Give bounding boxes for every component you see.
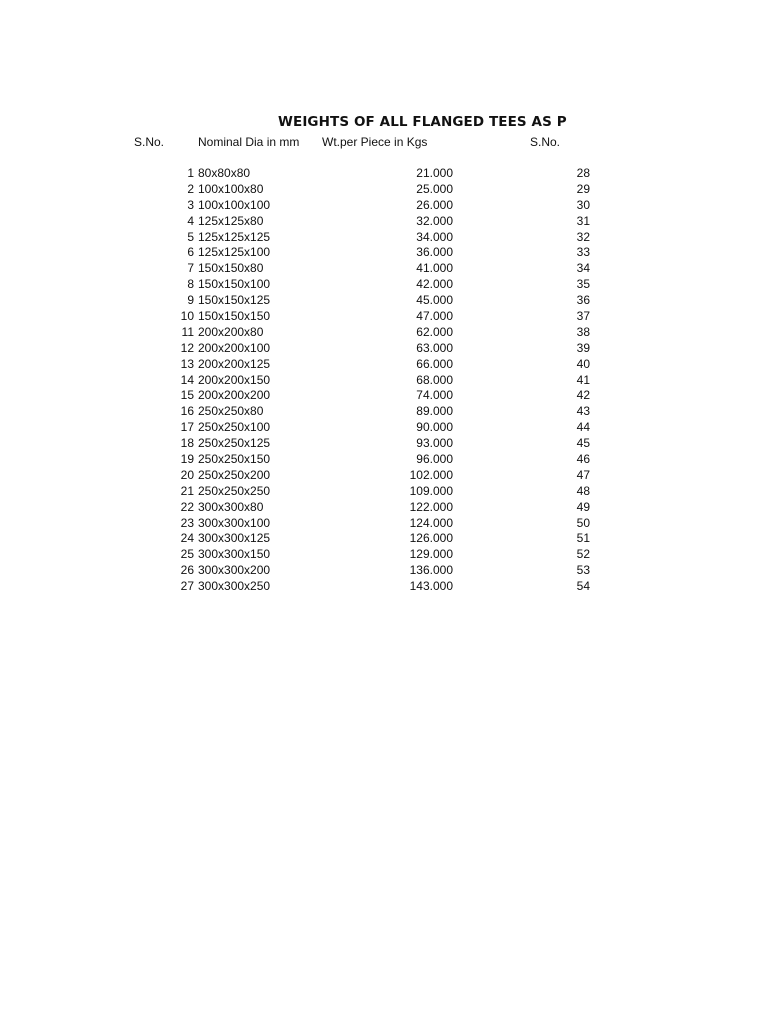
cell-weight: 42.000	[416, 277, 453, 292]
cell-sno-second: 54	[576, 579, 590, 594]
cell-nominal-dia: 200x200x200	[198, 388, 271, 403]
cell-sno-second: 52	[576, 547, 590, 562]
cell-nominal-dia: 250x250x80	[198, 404, 264, 419]
cell-sno-second: 48	[576, 483, 590, 498]
cell-sno: 3	[187, 197, 194, 212]
cell-weight: 143.000	[409, 579, 453, 594]
cell-weight: 93.000	[416, 436, 453, 451]
table-row	[0, 197, 768, 213]
cell-sno-second: 41	[576, 372, 590, 387]
cell-sno: 10	[180, 309, 194, 324]
cell-sno: 5	[187, 229, 194, 244]
cell-sno-second: 38	[576, 324, 590, 339]
cell-sno-second: 51	[576, 531, 590, 546]
table-row	[0, 403, 768, 419]
cell-sno: 25	[180, 547, 194, 562]
cell-sno-second: 34	[576, 261, 590, 276]
table-row	[0, 499, 768, 515]
cell-sno: 18	[180, 436, 194, 451]
cell-sno: 24	[180, 531, 194, 546]
table-row	[0, 530, 768, 546]
cell-weight: 90.000	[416, 420, 453, 435]
cell-nominal-dia: 80x80x80	[198, 166, 251, 180]
cell-sno: 27	[180, 579, 194, 594]
cell-sno-second: 28	[576, 166, 590, 180]
cell-nominal-dia: 300x300x200	[198, 563, 271, 578]
cell-weight: 25.000	[416, 181, 453, 196]
cell-nominal-dia: 200x200x150	[198, 372, 271, 387]
cell-weight: 66.000	[416, 356, 453, 371]
cell-sno: 6	[187, 245, 194, 260]
header-sno-second: S.No.	[530, 135, 561, 149]
table-row	[0, 435, 768, 451]
cell-weight: 126.000	[409, 531, 453, 546]
cell-weight: 47.000	[416, 309, 453, 324]
cell-sno: 23	[180, 515, 194, 530]
table-row	[0, 483, 768, 499]
cell-sno: 8	[187, 277, 194, 292]
table-row	[0, 229, 768, 245]
cell-sno-second: 31	[576, 213, 590, 228]
cell-sno-second: 35	[576, 277, 590, 292]
cell-nominal-dia: 200x200x125	[198, 356, 271, 371]
cell-sno-second: 50	[576, 515, 590, 530]
cell-nominal-dia: 300x300x125	[198, 531, 271, 546]
table-row	[0, 308, 768, 324]
cell-sno-second: 37	[576, 309, 590, 324]
table-row	[0, 181, 768, 197]
table-row	[0, 419, 768, 435]
header-nominal-dia: Nominal Dia in mm	[198, 135, 300, 149]
cell-sno-second: 47	[576, 467, 590, 482]
cell-nominal-dia: 300x300x150	[198, 547, 271, 562]
cell-weight: 124.000	[409, 515, 453, 530]
table-row	[0, 356, 768, 372]
cell-weight: 89.000	[416, 404, 453, 419]
cell-weight: 136.000	[409, 563, 453, 578]
cell-sno-second: 33	[576, 245, 590, 260]
table-row	[0, 260, 768, 276]
cell-sno: 7	[187, 261, 194, 276]
header-weight: Wt.per Piece in Kgs	[322, 135, 428, 149]
cell-weight: 109.000	[409, 483, 453, 498]
cell-nominal-dia: 200x200x80	[198, 324, 264, 339]
cell-weight: 96.000	[416, 452, 453, 467]
cell-weight: 63.000	[416, 340, 453, 355]
cell-sno-second: 53	[576, 563, 590, 578]
cell-weight: 21.000	[416, 166, 453, 180]
table-row	[0, 213, 768, 229]
cell-weight: 102.000	[409, 467, 453, 482]
title-container	[278, 112, 591, 132]
table-row	[0, 546, 768, 562]
cell-nominal-dia: 250x250x200	[198, 467, 271, 482]
cell-sno: 13	[180, 356, 194, 371]
table-row	[0, 372, 768, 388]
cell-sno: 2	[187, 181, 194, 196]
table-row	[0, 467, 768, 483]
table-row	[0, 324, 768, 340]
cell-sno: 22	[180, 499, 194, 514]
table-body	[0, 165, 768, 594]
cell-sno: 12	[180, 340, 194, 355]
cell-nominal-dia: 100x100x80	[198, 181, 264, 196]
cell-weight: 62.000	[416, 324, 453, 339]
cell-weight: 122.000	[409, 499, 453, 514]
cell-sno: 16	[180, 404, 194, 419]
cell-sno: 26	[180, 563, 194, 578]
cell-sno-second: 43	[576, 404, 590, 419]
cell-sno: 14	[180, 372, 194, 387]
cell-nominal-dia: 150x150x100	[198, 277, 271, 292]
cell-sno: 15	[180, 388, 194, 403]
table-row	[0, 292, 768, 308]
cell-sno-second: 36	[576, 293, 590, 308]
cell-weight: 45.000	[416, 293, 453, 308]
table-row	[0, 244, 768, 260]
table-row	[0, 515, 768, 531]
cell-nominal-dia: 150x150x80	[198, 261, 264, 276]
cell-weight: 32.000	[416, 213, 453, 228]
cell-nominal-dia: 125x125x80	[198, 213, 264, 228]
cell-weight: 74.000	[416, 388, 453, 403]
cell-weight: 41.000	[416, 261, 453, 276]
cell-sno-second: 32	[576, 229, 590, 244]
cell-weight: 129.000	[409, 547, 453, 562]
cell-nominal-dia: 250x250x100	[198, 420, 271, 435]
table-row	[0, 340, 768, 356]
table-row	[0, 387, 768, 403]
cell-sno-second: 40	[576, 356, 590, 371]
cell-nominal-dia: 250x250x250	[198, 483, 271, 498]
cell-sno: 1	[187, 166, 194, 180]
cell-nominal-dia: 125x125x100	[198, 245, 271, 260]
cell-sno-second: 44	[576, 420, 590, 435]
cell-weight: 26.000	[416, 197, 453, 212]
cell-nominal-dia: 300x300x250	[198, 579, 271, 594]
cell-sno-second: 49	[576, 499, 590, 514]
table-row	[0, 276, 768, 292]
cell-sno-second: 45	[576, 436, 590, 451]
cell-nominal-dia: 250x250x125	[198, 436, 271, 451]
cell-nominal-dia: 150x150x150	[198, 309, 271, 324]
cell-sno-second: 42	[576, 388, 590, 403]
cell-nominal-dia: 100x100x100	[198, 197, 271, 212]
cell-sno: 9	[187, 293, 194, 308]
header-sno: S.No.	[134, 135, 165, 149]
cell-nominal-dia: 125x125x125	[198, 229, 271, 244]
table-row	[0, 165, 768, 181]
table-row	[0, 562, 768, 578]
cell-sno: 11	[181, 324, 194, 339]
cell-weight: 36.000	[416, 245, 453, 260]
table-row	[0, 578, 768, 594]
document-title: WEIGHTS OF ALL FLANGED TEES AS P	[278, 114, 567, 130]
table-row	[0, 451, 768, 467]
cell-sno-second: 39	[576, 340, 590, 355]
cell-sno-second: 46	[576, 452, 590, 467]
cell-nominal-dia: 300x300x100	[198, 515, 271, 530]
cell-nominal-dia: 200x200x100	[198, 340, 271, 355]
cell-sno-second: 29	[576, 181, 590, 196]
cell-sno: 19	[180, 452, 194, 467]
cell-nominal-dia: 150x150x125	[198, 293, 271, 308]
cell-nominal-dia: 250x250x150	[198, 452, 271, 467]
cell-sno: 21	[180, 483, 194, 498]
cell-nominal-dia: 300x300x80	[198, 499, 264, 514]
cell-weight: 68.000	[416, 372, 453, 387]
cell-sno-second: 30	[576, 197, 590, 212]
cell-sno: 20	[180, 467, 194, 482]
cell-weight: 34.000	[416, 229, 453, 244]
cell-sno: 17	[180, 420, 194, 435]
cell-sno: 4	[187, 213, 194, 228]
